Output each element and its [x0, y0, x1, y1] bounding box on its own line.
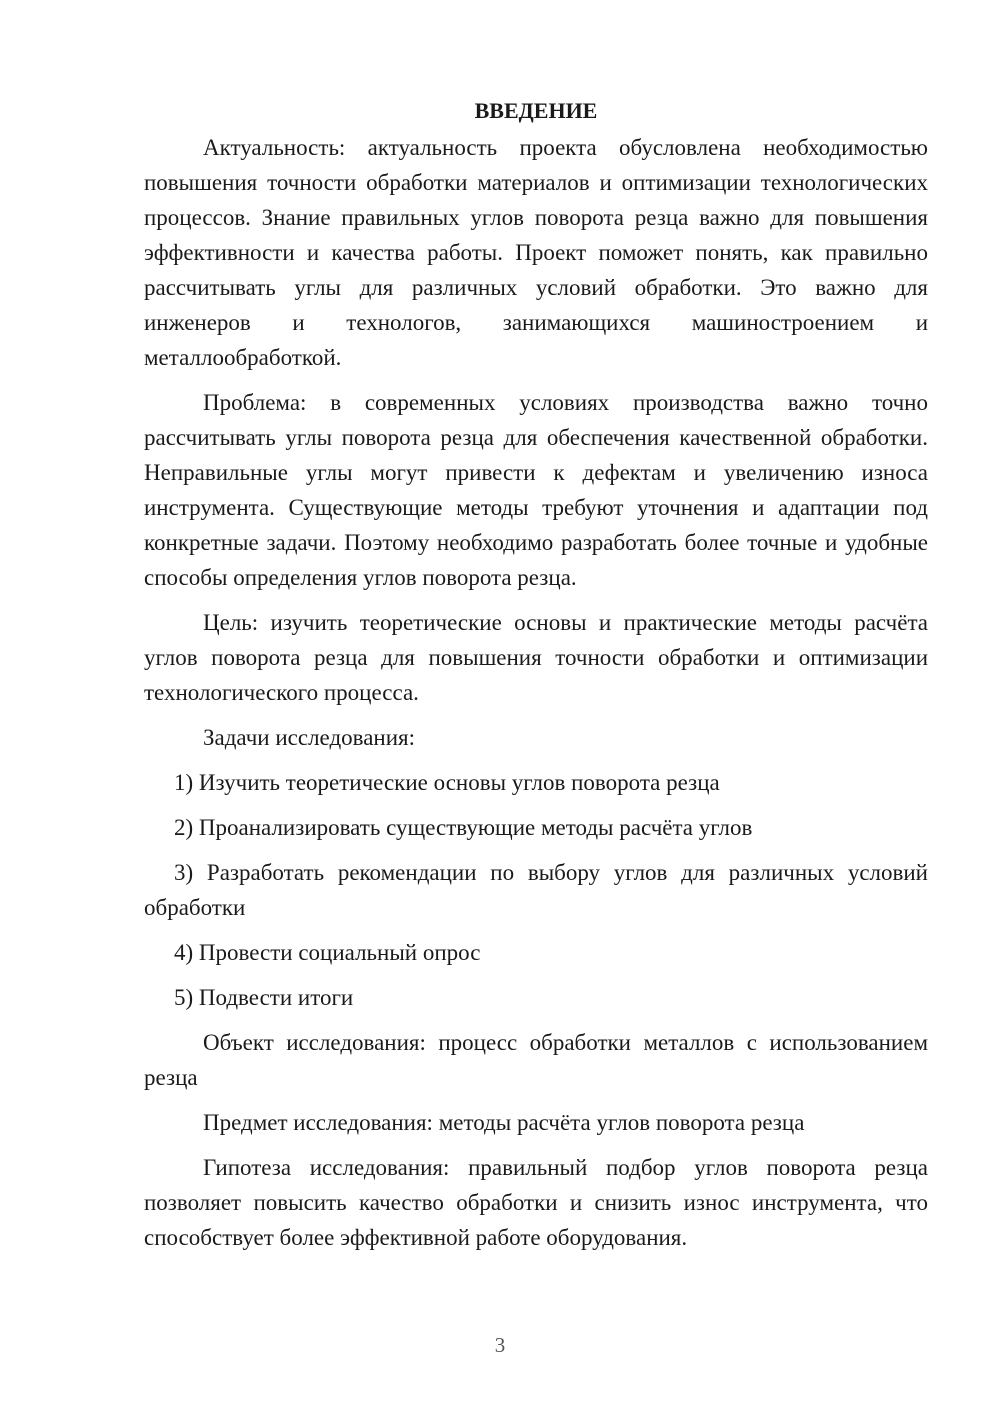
subject-paragraph: Предмет исследования: методы расчёта углов поворота резца [203, 1110, 805, 1135]
tasks-heading: Задачи исследования: [203, 725, 416, 750]
problem-paragraph: Проблема: в современных условиях производства важно точно рассчитывать углы поворота резца для обеспечения качественной обработки. Неправильные углы могут привести к дефектам и увеличению износа инструмента. Существующие методы требуют уточнения и адаптации под конкретные задачи. Поэтому необходимо разработать более точные и удобные способы определения углов поворота резца. [144, 390, 928, 590]
relevance-paragraph: Актуальность: актуальность проекта обусловлена необходимостью повышения точности обработки материалов и оптимизации технологических процессов. Знание правильных углов поворота резца важно для повышения эффективности и качества работы. Проект поможет понять, как правильно рассчитывать углы для различных условий обработки. Это важно для инженеров и технологов, занимающихся машиностроением и металлообработкой. [144, 135, 928, 370]
task-item-3: 3) Разработать рекомендации по выбору углов для различных условий обработки [144, 860, 928, 920]
document-page [144, 96, 928, 1265]
goal-paragraph: Цель: изучить теоретические основы и практические методы расчёта углов поворота резца для повышения точности обработки и оптимизации технологического процесса. [144, 610, 928, 705]
task-item-2: 2) Проанализировать существующие методы расчёта углов [174, 815, 753, 840]
page-number: 3 [494, 1333, 506, 1357]
task-item-1: 1) Изучить теоретические основы углов поворота резца [174, 770, 720, 795]
hypothesis-paragraph: Гипотеза исследования: правильный подбор углов поворота резца позволяет повысить качество обработки и снизить износ инструмента, что способствует более эффективной работе оборудования. [144, 1155, 928, 1250]
object-paragraph: Объект исследования: процесс обработки металлов с использованием резца [144, 1030, 928, 1090]
task-item-5: 5) Подвести итоги [174, 985, 354, 1010]
page-title: ВВЕДЕНИЕ [474, 98, 598, 123]
task-item-4: 4) Провести социальный опрос [174, 940, 481, 965]
